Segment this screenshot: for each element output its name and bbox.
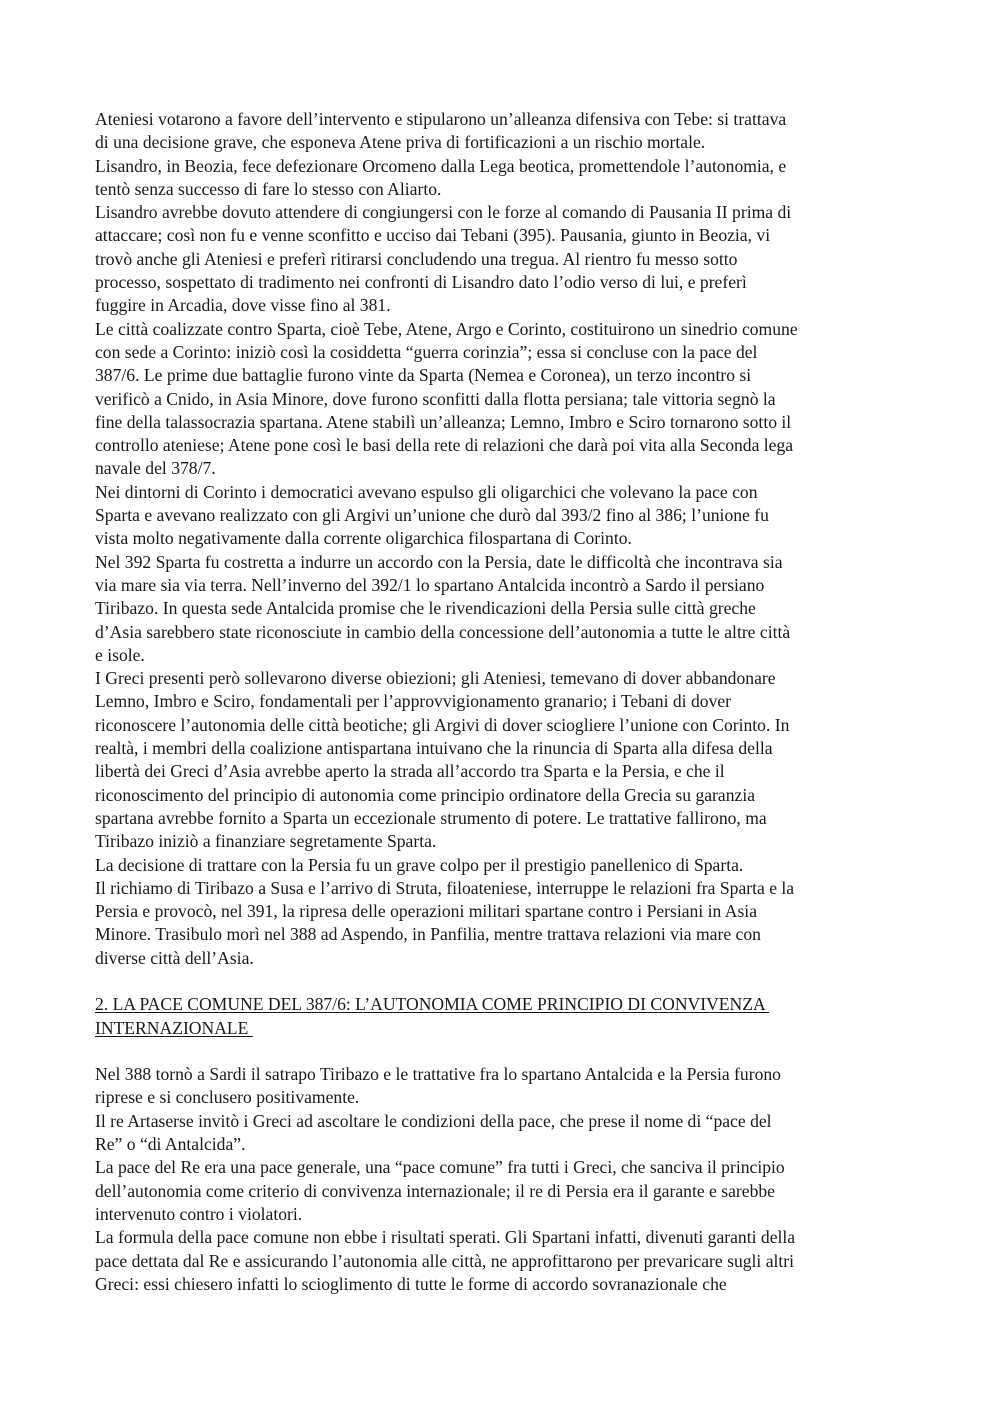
text-line: Persia e provocò, nel 391, la ripresa delle operazioni militari spartane contro i Persiani in Asia: [95, 901, 758, 922]
text-line: riprese e si conclusero positivamente.: [95, 1087, 360, 1108]
text-line: Lisandro avrebbe dovuto attendere di congiungersi con le forze al comando di Pausania II prima di: [95, 202, 792, 223]
text-line: con sede a Corinto: iniziò così la cosiddetta “guerra corinzia”; essa si concluse con la pace del: [95, 341, 758, 362]
text-line: via mare sia via terra. Nell’inverno del 392/1 lo spartano Antalcida incontrò a Sardo il persiano: [95, 574, 765, 595]
spacer: [95, 970, 915, 993]
paragraph: [95, 1156, 915, 1226]
section-2-heading: [95, 993, 915, 1040]
text-line: attaccare; così non fu e venne sconfitto e ucciso dai Tebani (395). Pausania, giunto in Beozia, vi: [95, 225, 771, 246]
text-line: Nel 392 Sparta fu costretta a indurre un accordo con la Persia, date le difficoltà che incontrava sia: [95, 551, 783, 572]
heading-line: 2. LA PACE COMUNE DEL 387/6: L’AUTONOMIA COME PRINCIPIO DI CONVIVENZA: [95, 994, 770, 1015]
text-line: La decisione di trattare con la Persia fu un grave colpo per il prestigio panellenico di Sparta.: [95, 854, 744, 875]
text-line: dell’autonomia come criterio di convivenza internazionale; il re di Persia era il garante e sarebbe: [95, 1180, 775, 1201]
paragraph: [95, 481, 915, 551]
text-line: fine della talassocrazia spartana. Atene stabilì un’alleanza; Lemno, Imbro e Sciro tornarono sotto il: [95, 411, 792, 432]
text-line: tentò senza successo di fare lo stesso con Aliarto.: [95, 178, 442, 199]
text-line: I Greci presenti però sollevarono diverse obiezioni; gli Ateniesi, temevano di dover abbandonare: [95, 668, 776, 689]
paragraph: [95, 667, 915, 853]
heading-line: INTERNAZIONALE: [95, 1017, 253, 1038]
text-line: Il re Artaserse invitò i Greci ad ascoltare le condizioni della pace, che prese il nome di “pace del: [95, 1110, 772, 1131]
text-line: trovò anche gli Ateniesi e preferì ritirarsi concludendo una tregua. Al rientro fu messo sotto: [95, 248, 738, 269]
section-2-body: [95, 1063, 915, 1296]
text-line: Lisandro, in Beozia, fece defezionare Orcomeno dalla Lega beotica, promettendole l’autonomia, e: [95, 155, 787, 176]
paragraph: [95, 108, 915, 155]
paragraph: [95, 1110, 915, 1157]
text-line: vista molto negativamente dalla corrente oligarchica filospartana di Corinto.: [95, 528, 632, 549]
text-line: Tiribazo iniziò a finanziare segretamente Sparta.: [95, 831, 437, 852]
text-line: La pace del Re era una pace generale, una “pace comune” fra tutti i Greci, che sanciva il principio: [95, 1157, 785, 1178]
text-line: Nel 388 tornò a Sardi il satrapo Tiribazo e le trattative fra lo spartano Antalcida e la Persia furono: [95, 1064, 781, 1085]
text-line: Le città coalizzate contro Sparta, cioè Tebe, Atene, Argo e Corinto, costituirono un sinedrio comune: [95, 318, 798, 339]
text-line: Tiribazo. In questa sede Antalcida promise che le rivendicazioni della Persia sulle città greche: [95, 598, 756, 619]
paragraph: [95, 854, 915, 877]
paragraph: [95, 1063, 915, 1110]
text-line: Ateniesi votarono a favore dell’intervento e stipularono un’alleanza difensiva con Tebe: si trattava: [95, 109, 787, 129]
text-line: fuggire in Arcadia, dove visse fino al 381.: [95, 295, 391, 316]
paragraph: [95, 1226, 915, 1296]
spacer: [95, 1040, 915, 1063]
text-line: Re” o “di Antalcida”.: [95, 1134, 246, 1155]
text-line: riconoscimento del principio di autonomia come principio ordinatore della Grecia su garanzia: [95, 784, 756, 805]
text-line: diverse città dell’Asia.: [95, 947, 254, 968]
text-line: d’Asia sarebbero state riconosciute in cambio della concessione dell’autonomia a tutte le altre città: [95, 621, 791, 642]
text-line: La formula della pace comune non ebbe i risultati sperati. Gli Spartani infatti, divenuti garanti della: [95, 1227, 796, 1248]
paragraph: [95, 155, 915, 202]
text-line: navale del 378/7.: [95, 458, 216, 479]
text-line: processo, sospettato di tradimento nei confronti di Lisandro dato l’odio verso di lui, e preferì: [95, 272, 747, 293]
text-line: Nei dintorni di Corinto i democratici avevano espulso gli oligarchici che volevano la pace con: [95, 481, 758, 502]
text-line: spartana avrebbe fornito a Sparta un eccezionale strumento di potere. Le trattative fallirono, ma: [95, 807, 767, 828]
text-line: 387/6. Le prime due battaglie furono vinte da Sparta (Nemea e Coronea), un terzo incontro si: [95, 365, 752, 386]
section-1-body: [95, 108, 915, 970]
document-page: [95, 108, 915, 1296]
text-line: pace dettata dal Re e assicurando l’autonomia alle città, ne approfittarono per prevaricare sugli altri: [95, 1250, 795, 1271]
text-line: di una decisione grave, che esponeva Atene priva di fortificazioni a un rischio mortale.: [95, 132, 706, 153]
paragraph: [95, 877, 915, 970]
text-line: realtà, i membri della coalizione antispartana intuivano che la rinuncia di Sparta alla difesa della: [95, 738, 773, 759]
paragraph: [95, 551, 915, 667]
text-line: Il richiamo di Tiribazo a Susa e l’arrivo di Struta, filoateniese, interruppe le relazioni fra Sparta e la: [95, 877, 795, 898]
text-line: intervenuto contro i violatori.: [95, 1203, 303, 1224]
text-line: Sparta e avevano realizzato con gli Argivi un’unione che durò dal 393/2 fino al 386; l’unione fu: [95, 505, 769, 526]
paragraph: [95, 318, 915, 481]
text-line: controllo ateniese; Atene pone così le basi della rete di relazioni che darà poi vita alla Seconda lega: [95, 435, 794, 456]
text-line: libertà dei Greci d’Asia avrebbe aperto la strada all’accordo tra Sparta e la Persia, e che il: [95, 761, 725, 782]
text-line: riconoscere l’autonomia delle città beotiche; gli Argivi di dover sciogliere l’unione con Corinto. In: [95, 714, 790, 735]
text-line: verificò a Cnido, in Asia Minore, dove furono sconfitti dalla flotta persiana; tale vittoria segnò la: [95, 388, 776, 409]
text-line: e isole.: [95, 644, 145, 665]
paragraph: [95, 201, 915, 317]
text-line: Minore. Trasibulo morì nel 388 ad Aspendo, in Panfilia, mentre trattava relazioni via mare con: [95, 924, 761, 945]
text-line: Greci: essi chiesero infatti lo scioglimento di tutte le forme di accordo sovranazionale che: [95, 1273, 727, 1294]
text-line: Lemno, Imbro e Sciro, fondamentali per l’approvvigionamento granario; i Tebani di dover: [95, 691, 732, 712]
